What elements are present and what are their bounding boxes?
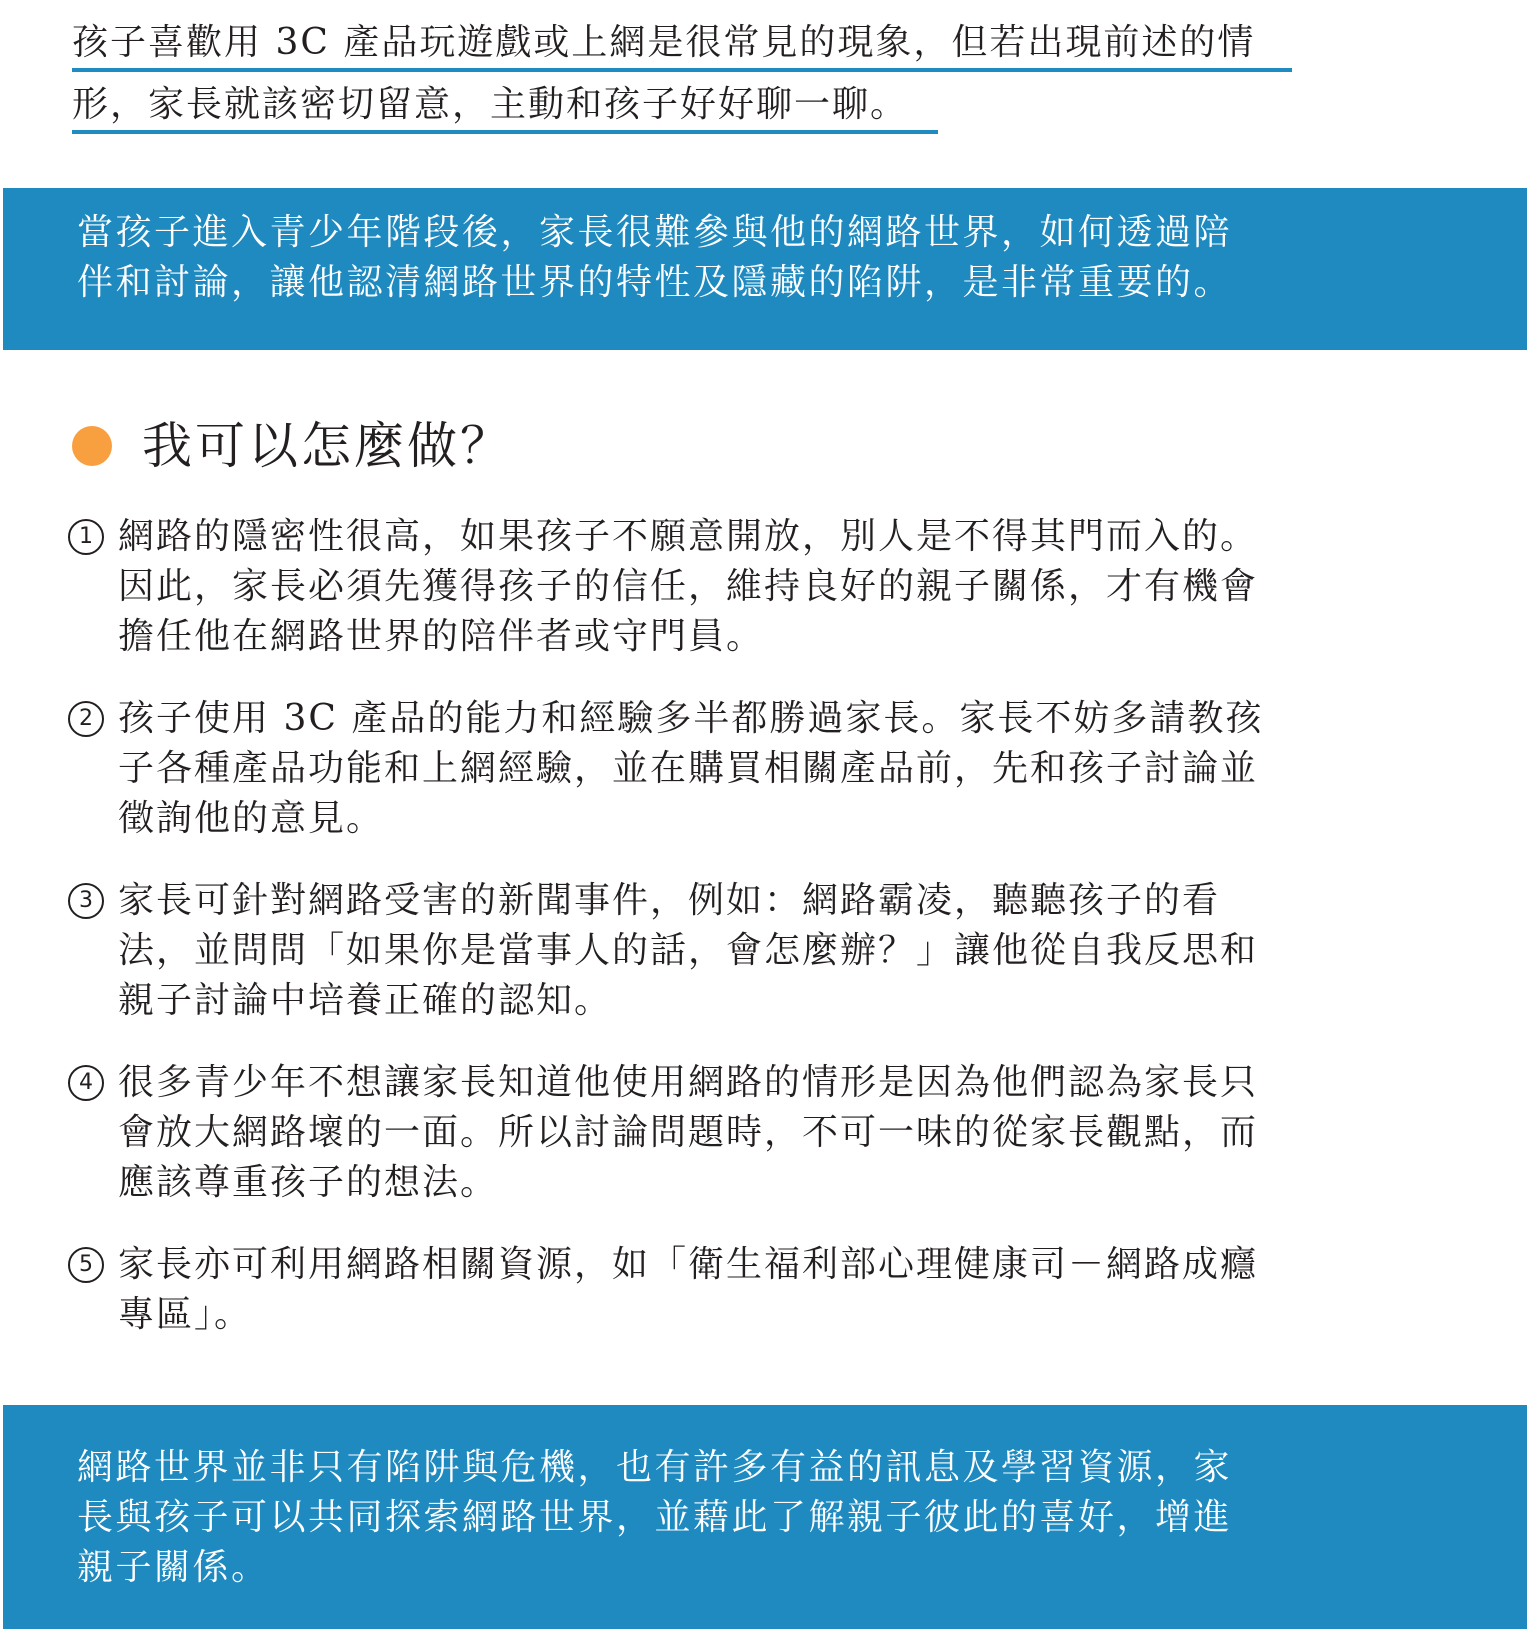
- callout-line: 長與孩子可以共同探索網路世界，並藉此了解親子彼此的喜好，增進: [77, 1497, 1233, 1538]
- item-line: 網路的隱密性很高，如果孩子不願意開放，別人是不得其門而入的。: [118, 516, 1259, 557]
- item-line: 專區」。: [118, 1294, 253, 1335]
- list-item: [68, 512, 1308, 662]
- intro-line: 形，家長就該密切留意，主動和孩子好好聊一聊。: [72, 80, 938, 134]
- callout-line: 當孩子進入青少年階段後，家長很難參與他的網路世界，如何透過陪: [77, 212, 1233, 253]
- list-item: [68, 1058, 1308, 1208]
- item-line: 子各種產品功能和上網經驗，並在購買相關產品前，先和孩子討論並: [118, 748, 1259, 789]
- callout-line: 親子關係。: [77, 1547, 270, 1588]
- circled-number-icon: 4: [68, 1065, 104, 1101]
- list-item: [68, 694, 1308, 844]
- callout-bottom: [3, 1405, 1527, 1629]
- circled-number-icon: 2: [68, 701, 104, 737]
- item-line: 家長可針對網路受害的新聞事件，例如：網路霸凌，聽聽孩子的看: [118, 880, 1221, 921]
- list-item: [68, 1240, 1308, 1340]
- section-heading: [72, 415, 513, 477]
- item-line: 很多青少年不想讓家長知道他使用網路的情形是因為他們認為家長只: [118, 1062, 1259, 1103]
- callout-line: 伴和討論，讓他認清網路世界的特性及隱藏的陷阱，是非常重要的。: [77, 262, 1233, 303]
- circled-number-icon: 5: [68, 1247, 104, 1283]
- item-line: 因此，家長必須先獲得孩子的信任，維持良好的親子關係，才有機會: [118, 566, 1259, 607]
- tips-list: [68, 512, 1308, 1372]
- item-line: 應該尊重孩子的想法。: [118, 1162, 499, 1203]
- bullet-dot-icon: [72, 426, 112, 466]
- item-line: 孩子使用 3C 產品的能力和經驗多半都勝過家長。家長不妨多請教孩: [118, 698, 1264, 739]
- list-item: [68, 876, 1308, 1026]
- item-line: 會放大網路壞的一面。所以討論問題時，不可一味的從家長觀點，而: [118, 1112, 1259, 1153]
- item-line: 擔任他在網路世界的陪伴者或守門員。: [118, 616, 765, 657]
- circled-number-icon: 1: [68, 519, 104, 555]
- item-line: 徵詢他的意見。: [118, 798, 385, 839]
- item-line: 家長亦可利用網路相關資源，如「衛生福利部心理健康司－網路成癮: [118, 1244, 1259, 1285]
- item-line: 親子討論中培養正確的認知。: [118, 980, 613, 1021]
- intro-line: 孩子喜歡用 3C 產品玩遊戲或上網是很常見的現象，但若出現前述的情: [72, 18, 1292, 72]
- item-line: 法，並問問「如果你是當事人的話，會怎麼辦？」讓他從自我反思和: [118, 930, 1259, 971]
- callout-line: 網路世界並非只有陷阱與危機，也有許多有益的訊息及學習資源，家: [77, 1447, 1233, 1488]
- section-title: 我可以怎麼做？: [142, 417, 513, 475]
- circled-number-icon: 3: [68, 883, 104, 919]
- callout-top: [3, 188, 1527, 350]
- intro-paragraph: [72, 18, 1292, 134]
